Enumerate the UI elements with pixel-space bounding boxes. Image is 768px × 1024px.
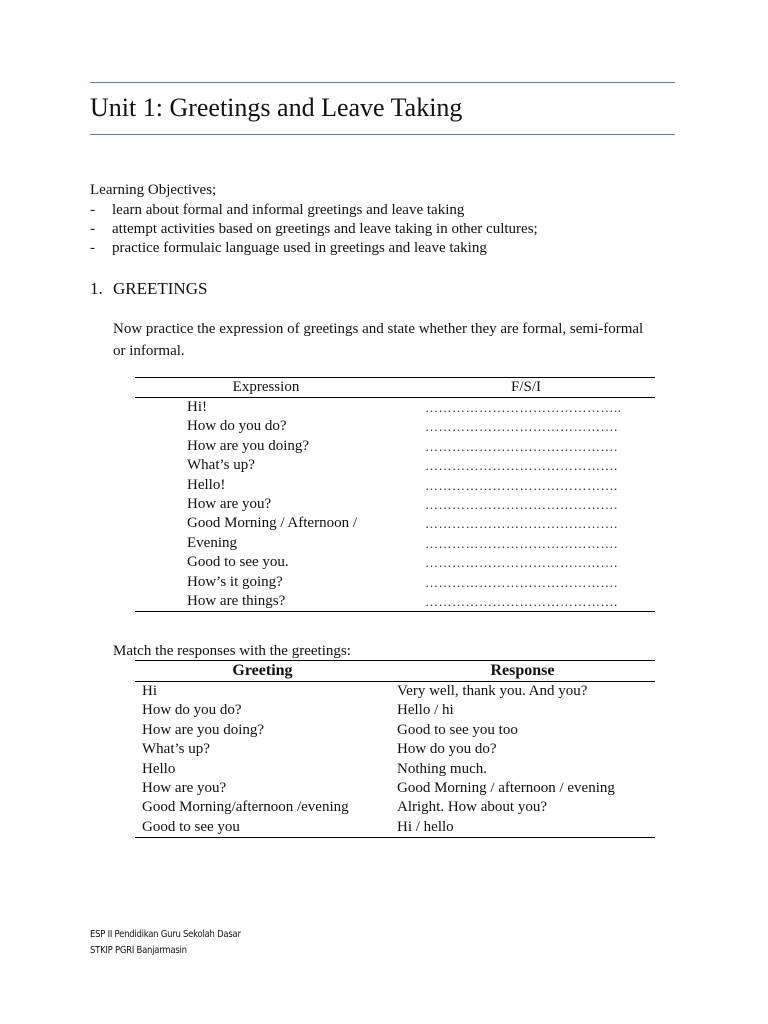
response-cell: How do you do?: [397, 741, 497, 758]
table-row: [135, 398, 655, 417]
expression-cell: Good Morning / Afternoon /: [187, 515, 357, 532]
footer-institution: STKIP PGRI Banjarmasin: [90, 945, 187, 956]
greeting-cell: Hi: [142, 683, 157, 699]
table-body: [135, 398, 655, 611]
objective-item: - practice formulaic language used in greetings and leave taking: [90, 240, 487, 256]
column-header-expression: Expression: [232, 379, 300, 395]
title-rule-bottom: [90, 134, 675, 135]
expression-cell: How do you do?: [187, 418, 287, 435]
table-row: [135, 818, 655, 837]
expression-cell: How are you?: [187, 495, 272, 512]
answer-blank: …………………………………….: [425, 593, 618, 609]
table-row: [135, 437, 655, 456]
table-row: [135, 682, 655, 701]
table-header: [135, 378, 655, 398]
answer-blank: …………………………………….: [425, 458, 618, 474]
response-cell: Nothing much.: [397, 760, 487, 777]
expression-cell: Hello!: [187, 476, 226, 493]
answer-blank: …………………………………….: [425, 438, 618, 454]
expression-cell: Evening: [187, 534, 237, 551]
table-row: [135, 476, 655, 495]
exercise-instructions: Now practice the expression of greetings and state whether they are formal, semi-formal or informal.: [113, 321, 644, 359]
answer-blank: …………………………………….: [425, 419, 618, 435]
response-cell: Hello / hi: [397, 702, 454, 719]
column-header-response: Response: [490, 662, 555, 679]
greeting-cell: Hello: [142, 760, 176, 777]
table-row: [135, 495, 655, 514]
table-row: [135, 779, 655, 798]
table-row: [135, 534, 655, 553]
match-instructions: Match the responses with the greetings:: [113, 643, 351, 659]
page-title: Unit 1: Greetings and Leave Taking: [90, 93, 463, 122]
expression-cell: What’s up?: [187, 457, 255, 474]
table-row: [135, 573, 655, 592]
objective-item: - learn about formal and informal greetings and leave taking: [90, 202, 465, 218]
table-row: [135, 514, 655, 533]
section-number: 1.: [90, 279, 103, 298]
table-body: [135, 682, 655, 837]
response-cell: Good Morning / afternoon / evening: [397, 779, 615, 796]
table-row: [135, 592, 655, 611]
column-header-fsi: F/S/I: [510, 379, 541, 395]
column-header-greeting: Greeting: [232, 662, 293, 679]
answer-blank: …………………………………….: [425, 555, 618, 571]
answer-blank: ……………………………………..: [425, 400, 622, 415]
table-row: [135, 798, 655, 817]
objectives-heading: Learning Objectives;: [90, 182, 217, 198]
response-cell: Very well, thank you. And you?: [397, 683, 588, 699]
table-row: [135, 721, 655, 740]
objective-item: - attempt activities based on greetings and leave taking in other cultures;: [90, 221, 538, 237]
section-title: GREETINGS: [113, 279, 208, 298]
greeting-cell: What’s up?: [142, 741, 210, 758]
greeting-cell: How do you do?: [142, 702, 242, 719]
expression-cell: Good to see you.: [187, 554, 289, 571]
answer-blank: …………………………………….: [425, 574, 618, 590]
expression-cell: Hi!: [187, 399, 207, 415]
expression-cell: How are things?: [187, 592, 286, 609]
table-row: [135, 417, 655, 436]
table-header: [135, 661, 655, 682]
expression-cell: How’s it going?: [187, 573, 283, 590]
match-table: [135, 660, 655, 838]
table-row: [135, 760, 655, 779]
answer-blank: …………………………………….: [425, 516, 618, 532]
greeting-cell: How are you doing?: [142, 721, 265, 738]
table-row: [135, 456, 655, 475]
response-cell: Hi / hello: [397, 818, 454, 835]
title-rule-top: [90, 82, 675, 83]
answer-blank: …………………………………….: [425, 477, 618, 493]
table-row: [135, 553, 655, 572]
answer-blank: …………………………………….: [425, 496, 618, 512]
greeting-cell: How are you?: [142, 779, 227, 796]
section-heading-greetings: [90, 278, 207, 300]
greeting-cell: Good Morning/afternoon /evening: [142, 799, 349, 816]
footer-course: ESP II Pendidikan Guru Sekolah Dasar: [90, 929, 241, 940]
answer-blank: …………………………………….: [425, 535, 618, 551]
expressions-table: [135, 377, 655, 612]
table-row: [135, 740, 655, 759]
expression-cell: How are you doing?: [187, 437, 310, 454]
response-cell: Alright. How about you?: [397, 799, 547, 816]
response-cell: Good to see you too: [397, 721, 518, 738]
greeting-cell: Good to see you: [142, 818, 240, 835]
table-row: [135, 701, 655, 720]
